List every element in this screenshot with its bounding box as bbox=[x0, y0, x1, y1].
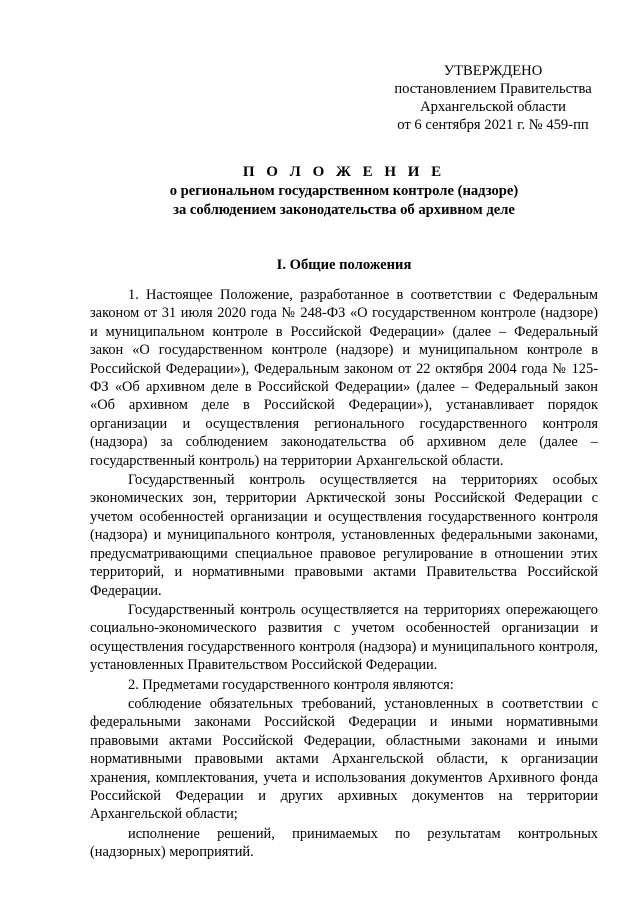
approval-stamp bbox=[388, 62, 598, 134]
paragraph: исполнение решений, принимаемых по результатам контрольных (надзорных) мероприятий. bbox=[90, 825, 598, 861]
paragraph: Государственный контроль осуществляется на территориях особых экономических зон, территории Арктической зоны Российской Федерации с учетом особенностей организации и осуществления государственного контроля (надзора) и муниципального контроля, установленных федеральными законами, предусматривающими специальное правовое регулирование в отношении этих территорий, и нормативными правовыми актами Правительства Российской Федерации. bbox=[90, 472, 598, 599]
approval-line: Архангельской области bbox=[420, 99, 566, 115]
section-heading: I. Общие положения bbox=[276, 257, 412, 273]
title-subtitle: о региональном государственном контроле (надзоре) bbox=[169, 183, 519, 199]
paragraph: 2. Предметами государственного контроля являются: bbox=[128, 676, 454, 693]
paragraph: Государственный контроль осуществляется на территориях опережающего социально-экономического развития с учетом особенностей организации и осуществления государственного контроля (надзора) и муниципального контроля, установленных Правительством Российской Федерации. bbox=[90, 601, 598, 674]
approval-line: от 6 сентября 2021 г. № 459-пп bbox=[397, 117, 589, 133]
approval-line: постановлением Правительства bbox=[394, 81, 592, 97]
paragraph: 1. Настоящее Положение, разработанное в соответствии с Федеральным законом от 31 июля 2020 года № 248-ФЗ «О государственном контроле (надзоре) и муниципальном контроле в Российской Федерации» (далее – Федеральный закон «О государственном контроле (надзоре) и муниципальном контроле в Российской Федерации»), Федеральным законом от 22 октября 2004 года № 125-ФЗ «Об архивном деле в Российской Федерации» (далее – Федеральный закон «Об архивном деле в Российской Федерации»), устанавливает порядок организации и осуществления регионального государственного контроля (надзора) за соблюдением законодательства об архивном деле (далее – государственный контроль) на территории Архангельской области. bbox=[90, 287, 598, 469]
title-main: П О Л О Ж Е Н И Е bbox=[242, 164, 446, 180]
title-subtitle: за соблюдением законодательства об архивном деле bbox=[173, 201, 515, 218]
paragraph: соблюдение обязательных требований, установленных в соответствии с федеральными законами Российской Федерации и иными нормативными правовыми актами Российской Федерации, областными законами и иными нормативными правовыми актами Архангельской области, к организации хранения, комплектования, учета и использования документов Архивного фонда Российской Федерации и других архивных документов на территории Архангельской области; bbox=[90, 695, 598, 823]
document-body bbox=[90, 286, 598, 863]
document-title bbox=[90, 162, 598, 219]
approval-heading: УТВЕРЖДЕНО bbox=[443, 63, 543, 79]
